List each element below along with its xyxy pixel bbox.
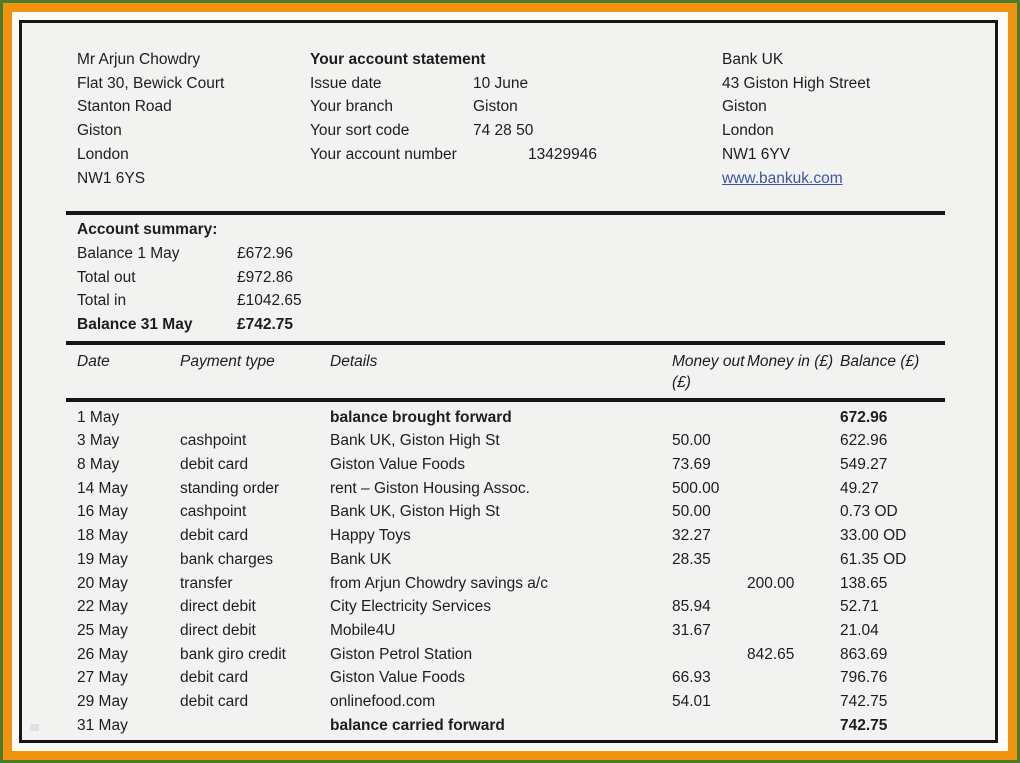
cell-details: Giston Value Foods — [330, 456, 465, 474]
cell-date: 22 May — [77, 598, 128, 616]
cell-date: 25 May — [77, 621, 128, 639]
summary-value: £972.86 — [237, 268, 294, 286]
cell-details: Bank UK, Giston High St — [330, 432, 500, 450]
column-header-money-out: Money out (£) — [672, 352, 745, 392]
cell-date: 3 May — [77, 432, 120, 450]
customer-address-line: Stanton Road — [77, 98, 172, 116]
cell-details: Giston Petrol Station — [330, 645, 473, 663]
transactions-table-body — [77, 402, 995, 738]
cell-date: 8 May — [77, 456, 120, 474]
customer-address-line: London — [77, 145, 129, 163]
cell-money-in — [747, 548, 840, 572]
cell-details: Mobile4U — [330, 621, 396, 639]
transaction-row — [77, 690, 940, 714]
cell-money-in: 842.65 — [747, 645, 795, 663]
cell-date: 20 May — [77, 574, 128, 592]
customer-name: Mr Arjun Chowdry — [77, 51, 201, 68]
cell-money-out: 50.00 — [672, 503, 711, 521]
branch-label: Your branch — [310, 98, 394, 116]
cell-date: 19 May — [77, 550, 128, 568]
branch-value: Giston — [473, 98, 518, 116]
transaction-row — [77, 524, 940, 548]
cell-date: 26 May — [77, 645, 128, 663]
cell-balance: 742.75 — [840, 692, 888, 710]
cell-balance: 61.35 OD — [840, 550, 907, 568]
transaction-row — [77, 500, 940, 524]
page-content — [22, 23, 995, 737]
bank-name: Bank UK — [722, 51, 784, 68]
cell-date: 18 May — [77, 527, 128, 545]
cell-payment-type: bank giro credit — [180, 645, 286, 663]
cell-details: balance brought forward — [330, 408, 512, 426]
cell-payment-type: cashpoint — [180, 432, 247, 450]
transaction-row — [77, 714, 940, 738]
cell-details: from Arjun Chowdry savings a/c — [330, 574, 548, 592]
summary-label: Total out — [77, 268, 136, 286]
cell-payment-type: debit card — [180, 669, 249, 687]
summary-label: Balance 31 May — [77, 316, 193, 334]
cell-money-in: 200.00 — [747, 574, 795, 592]
bank-address-line: 43 Giston High Street — [722, 74, 871, 92]
transaction-row — [77, 643, 940, 667]
cell-payment-type — [180, 406, 330, 430]
cell-balance: 33.00 OD — [840, 527, 907, 545]
cell-payment-type: cashpoint — [180, 503, 247, 521]
cell-money-out: 28.35 — [672, 550, 711, 568]
cell-balance: 863.69 — [840, 645, 888, 663]
cell-money-out: 31.67 — [672, 621, 711, 639]
summary-row-closing-balance — [77, 313, 995, 337]
cell-balance: 52.71 — [840, 598, 879, 616]
cell-payment-type: bank charges — [180, 550, 274, 568]
cell-money-in — [747, 524, 840, 548]
cell-payment-type: standing order — [180, 479, 280, 497]
cell-money-out: 85.94 — [672, 598, 711, 616]
account-number-label: Your account number — [310, 145, 457, 163]
cell-details: City Electricity Services — [330, 598, 492, 616]
summary-label: Balance 1 May — [77, 244, 180, 262]
cell-details: balance carried forward — [330, 716, 505, 734]
scan-artifact — [30, 724, 39, 731]
cell-balance: 742.75 — [840, 716, 888, 734]
cell-money-out: 32.27 — [672, 527, 711, 545]
transaction-row — [77, 477, 940, 501]
cell-date: 1 May — [77, 408, 120, 426]
transaction-row — [77, 595, 940, 619]
cell-details: Bank UK, Giston High St — [330, 503, 500, 521]
cell-payment-type: direct debit — [180, 598, 256, 616]
cell-date: 31 May — [77, 716, 128, 734]
column-header-balance: Balance (£) — [840, 352, 920, 370]
cell-payment-type: direct debit — [180, 621, 256, 639]
cell-money-out: 50.00 — [672, 432, 711, 450]
statement-header — [77, 48, 995, 190]
account-summary-title: Account summary: — [77, 221, 218, 239]
transaction-row — [77, 406, 940, 430]
summary-row — [77, 242, 995, 266]
cell-balance: 0.73 OD — [840, 503, 898, 521]
cell-money-out — [672, 572, 747, 596]
summary-row — [77, 266, 995, 290]
cell-payment-type — [180, 714, 330, 738]
cell-payment-type: debit card — [180, 456, 249, 474]
cell-money-out: 73.69 — [672, 456, 711, 474]
cell-balance: 796.76 — [840, 669, 888, 687]
transaction-row — [77, 572, 940, 596]
statement-page — [19, 20, 998, 743]
cell-money-in — [747, 595, 840, 619]
cell-date: 16 May — [77, 503, 128, 521]
cell-money-out: 54.01 — [672, 692, 711, 710]
cell-date: 14 May — [77, 479, 128, 497]
cell-date: 27 May — [77, 669, 128, 687]
customer-address-line: Flat 30, Bewick Court — [77, 74, 225, 92]
issue-date-value: 10 June — [473, 74, 529, 92]
bank-postcode: NW1 6YV — [722, 145, 791, 163]
cell-details: rent – Giston Housing Assoc. — [330, 479, 530, 497]
account-statement-block — [310, 48, 722, 190]
cell-date: 29 May — [77, 692, 128, 710]
summary-row — [77, 289, 995, 313]
cell-details: Giston Value Foods — [330, 669, 465, 687]
transaction-row — [77, 666, 940, 690]
customer-address-line: Giston — [77, 122, 122, 140]
summary-value: £742.75 — [237, 316, 294, 334]
cell-money-in — [747, 406, 840, 430]
column-header-date: Date — [77, 352, 110, 370]
cell-money-out: 66.93 — [672, 669, 711, 687]
cell-money-in — [747, 619, 840, 643]
customer-address-block — [77, 48, 310, 190]
column-header-money-in: Money in (£) — [747, 352, 834, 370]
customer-postcode: NW1 6YS — [77, 169, 146, 187]
cell-details: Bank UK — [330, 550, 392, 568]
transaction-row — [77, 453, 940, 477]
cell-balance: 549.27 — [840, 456, 888, 474]
sort-code-value: 74 28 50 — [473, 122, 534, 140]
statement-field — [310, 119, 722, 143]
cell-payment-type: debit card — [180, 527, 249, 545]
cell-money-in — [747, 714, 840, 738]
statement-field — [310, 143, 722, 167]
cell-balance: 49.27 — [840, 479, 879, 497]
bank-address-line: Giston — [722, 98, 767, 116]
cell-money-in — [747, 477, 840, 501]
bank-address-line: London — [722, 122, 774, 140]
account-number-value: 13429946 — [528, 145, 597, 163]
table-header-row — [77, 345, 940, 398]
cell-money-in — [747, 690, 840, 714]
cell-money-out: 500.00 — [672, 479, 720, 497]
column-header-payment-type: Payment type — [180, 352, 275, 370]
statement-title: Your account statement — [310, 51, 486, 68]
cell-balance: 21.04 — [840, 621, 879, 639]
cell-details: onlinefood.com — [330, 692, 436, 710]
summary-label: Total in — [77, 292, 127, 310]
cell-money-out — [672, 643, 747, 667]
cell-money-out — [672, 406, 747, 430]
account-summary-section — [77, 215, 995, 341]
bank-address-block — [722, 48, 995, 190]
cell-payment-type: debit card — [180, 692, 249, 710]
summary-value: £672.96 — [237, 244, 294, 262]
transaction-row — [77, 429, 940, 453]
cell-payment-type: transfer — [180, 574, 233, 592]
cell-money-in — [747, 666, 840, 690]
statement-field — [310, 95, 722, 119]
column-header-details: Details — [330, 352, 378, 370]
transaction-row — [77, 619, 940, 643]
cell-balance: 138.65 — [840, 574, 888, 592]
issue-date-label: Issue date — [310, 74, 382, 92]
cell-details: Happy Toys — [330, 527, 411, 545]
cell-money-out — [672, 714, 747, 738]
cell-money-in — [747, 453, 840, 477]
transaction-row — [77, 548, 940, 572]
cell-balance: 672.96 — [840, 408, 888, 426]
statement-field — [310, 72, 722, 96]
sort-code-label: Your sort code — [310, 122, 410, 140]
cell-money-in — [747, 429, 840, 453]
cell-balance: 622.96 — [840, 432, 888, 450]
cell-money-in — [747, 500, 840, 524]
summary-value: £1042.65 — [237, 292, 302, 310]
bank-website-link[interactable]: www.bankuk.com — [722, 169, 843, 187]
